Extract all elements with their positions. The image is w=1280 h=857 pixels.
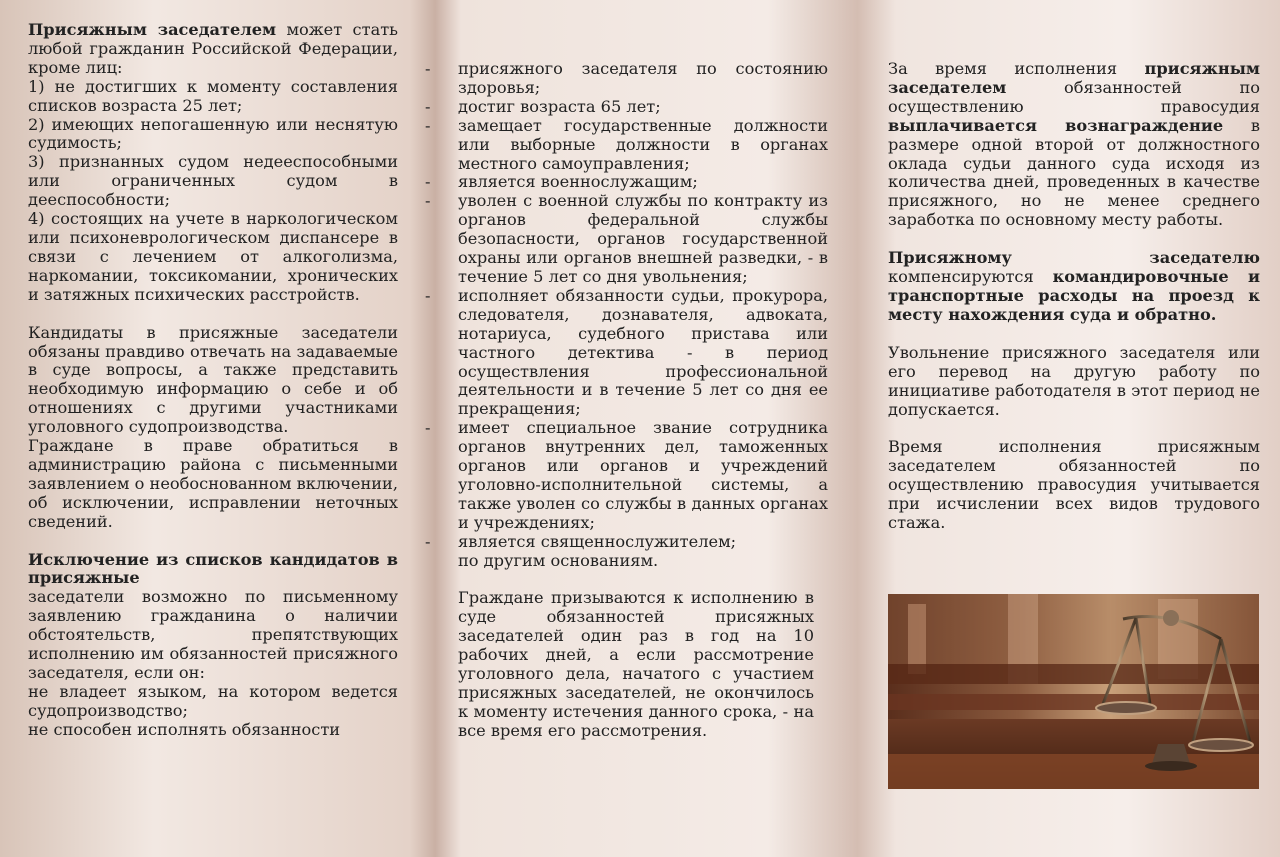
citizens-paragraph: Граждане в праве обратиться в администрацию района с письменными заявлением о необоснованном включении, об исключении, исправлении неточных сведений. — [28, 436, 398, 531]
intro-paragraph — [28, 21, 398, 78]
column-2 — [425, 60, 828, 741]
item-1: 1) не достигших к моменту составления списков возраста 25 лет; — [28, 76, 398, 115]
intro-rest: может стать любой гражданин Российской Федерации, кроме лиц: — [28, 20, 398, 77]
list-item: - достиг возраста 65 лет; — [425, 96, 661, 116]
summons-paragraph: Граждане призываются к исполнению в суде обязанностей присяжных заседателей один раз в год на 10 рабочих дней, а если рассмотрение уголовного дела, начатого с участием присяжных заседателей, не окончилось к моменту истечения данного срока, - на все время его рассмотрения. — [458, 588, 814, 740]
exclusion-item-1: не владеет языком, на котором ведется судопроизводство; — [28, 681, 398, 720]
item-3: 3) признанных судом недееспособными или ограниченных судом в дееспособности; — [28, 152, 398, 210]
list-item: - является военнослужащим; — [425, 172, 698, 192]
seniority-paragraph: Время исполнения присяжным заседателем обязанностей по осуществлению правосудия учитывается при исчислении всех видов трудового стажа. — [888, 437, 1260, 533]
column-3 — [888, 60, 1260, 533]
courtroom-photo — [888, 594, 1259, 789]
remuneration-paragraph: За время исполнения присяжным заседателем обязанностей по осуществлению правосудия выплачивается вознаграждение в размере одной второй от должностного оклада судьи данного суда исходя из количества дней, проведенных в качестве присяжного, но не менее среднего заработка по основному месту работы. — [888, 59, 1261, 230]
list-item: - уволен с военной службы по контракту из органов федеральной службы безопасности, органов государственной охраны или органов внешней разведки, - в течение 5 лет со дня увольнения; — [425, 191, 828, 286]
list-item-last: по другим основаниям. — [458, 550, 659, 570]
candidates-paragraph: Кандидаты в присяжные заседатели обязаны правдиво отвечать на задаваемые в суде вопросы, а также представить необходимую информацию о себе и об отношениях с другими участниками уголовного судопроизводства. — [28, 322, 398, 437]
item-2: 2) имеющих непогашенную или неснятую судимость; — [28, 114, 398, 153]
exclusion-text: заседатели возможно по письменному заявлению гражданина о наличии обстоятельств, препятствующих исполнению им обязанностей присяжного заседателя, если он: — [28, 587, 398, 682]
item-4: 4) состоящих на учете в наркологическом или психоневрологическом диспансере в связи с лечением от алкоголизма, наркомании, токсикомании, хронических и затяжных психических расстройств. — [28, 209, 398, 304]
dismissal-paragraph: Увольнение присяжного заседателя или его перевод на другую работу по инициативе работодателя в этот период не допускается. — [888, 342, 1260, 419]
scales-of-justice-icon — [888, 594, 1259, 789]
list-item: - присяжного заседателя по состоянию здоровья; — [425, 59, 828, 97]
list-item: - является священнослужителем; — [425, 531, 737, 551]
exclusion-item-2: не способен исполнять обязанности — [28, 719, 341, 739]
list-item: - замещает государственные должности или выборные должности в органах местного самоуправления; — [425, 115, 828, 173]
exclusion-heading: Исключение из списков кандидатов в присяжные — [28, 549, 398, 588]
compensation-paragraph: Присяжному заседателю компенсируются командировочные и транспортные расходы на проезд к месту нахождения суда и обратно. — [888, 248, 1260, 324]
list-item: - исполняет обязанности судьи, прокурора, следователя, дознавателя, адвоката, нотариуса, судебного пристава или частного детектива - в период осуществления профессиональной деятельности и в течение 5 лет со дня ее прекращения; — [425, 285, 828, 419]
list-item: - имеет специальное звание сотрудника органов внутренних дел, таможенных органов или органов и учреждений уголовно-исполнительной системы, а также уволен со службы в данных органах и учреждениях; — [425, 418, 828, 532]
column-1 — [28, 21, 398, 740]
intro-bold: Присяжным заседателем — [28, 20, 277, 39]
